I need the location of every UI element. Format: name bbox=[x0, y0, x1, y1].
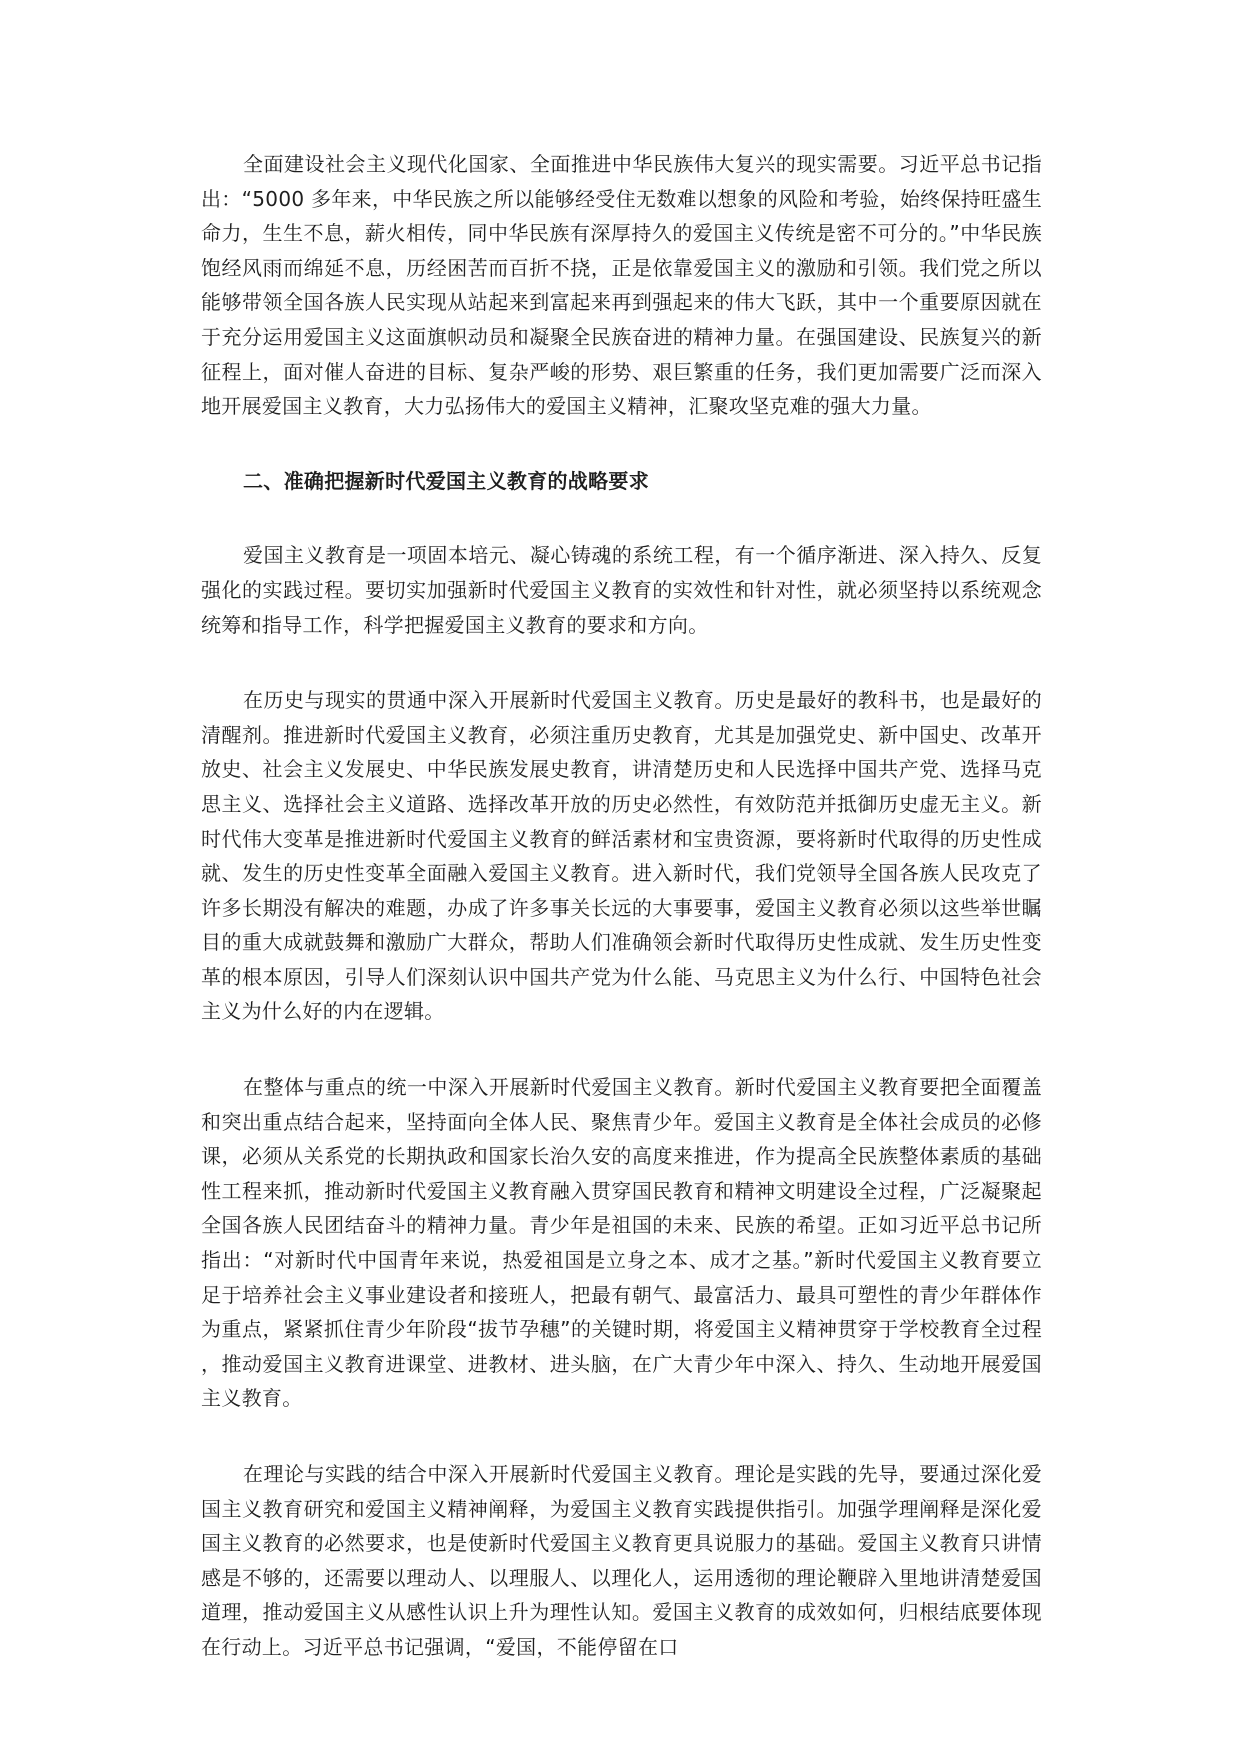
section-paragraph-4: 在理论与实践的结合中深入开展新时代爱国主义教育。理论是实践的先导，要通过深化爱国主义教育研究和爱国主义精神阐释，为爱国主义教育实践提供指引。加强学理阐释是深化爱国主义教育的必然要求，也是使新时代爱国主义教育更具说服力的基础。爱国主义教育只讲情感是不够的，还需要以理动人、以理服人、以理化人，运用透彻的理论鞭辟入里地讲清楚爱国道理，推动爱国主义从感性认识上升为理性认知。爱国主义教育的成效如何，归根结底要体现在行动上。习近平总书记强调，“爱国，不能停留在口 bbox=[201, 1462, 1042, 1659]
intro-paragraph: 全面建设社会主义现代化国家、全面推进中华民族伟大复兴的现实需要。习近平总书记指出：“5000 多年来，中华民族之所以能够经受住无数难以想象的风险和考验，始终保持旺盛生命力，生生不息，薪火相传，同中华民族有深厚持久的爱国主义传统是密不可分的。”中华民族饱经风雨而绵延不息，历经困苦而百折不挠，正是依靠爱国主义的激励和引领。我们党之所以能够带领全国各族人民实现从站起来到富起来再到强起来的伟大飞跃，其中一个重要原因就在于充分运用爱国主义这面旗帜动员和凝聚全民族奋进的精神力量。在强国建设、民族复兴的新征程上，面对催人奋进的目标、复杂严峻的形势、艰巨繁重的任务，我们更加需要广泛而深入地开展爱国主义教育，大力弘扬伟大的爱国主义精神，汇聚攻坚克难的强大力量。 bbox=[201, 152, 1042, 419]
section-paragraph-2: 在历史与现实的贯通中深入开展新时代爱国主义教育。历史是最好的教科书，也是最好的清醒剂。推进新时代爱国主义教育，必须注重历史教育，尤其是加强党史、新中国史、改革开放史、社会主义发展史、中华民族发展史教育，讲清楚历史和人民选择中国共产党、选择马克思主义、选择社会主义道路、选择改革开放的历史必然性，有效防范并抵御历史虚无主义。新时代伟大变革是推进新时代爱国主义教育的鲜活素材和宝贵资源，要将新时代取得的历史性成就、发生的历史性变革全面融入爱国主义教育。进入新时代，我们党领导全国各族人民攻克了许多长期没有解决的难题，办成了许多事关长远的大事要事，爱国主义教育必须以这些举世瞩目的重大成就鼓舞和激励广大群众，帮助人们准确领会新时代取得历史性成就、发生历史性变革的根本原因，引导人们深刻认识中国共产党为什么能、马克思主义为什么行、中国特色社会主义为什么好的内在逻辑。 bbox=[201, 688, 1042, 1024]
section-paragraph-3: 在整体与重点的统一中深入开展新时代爱国主义教育。新时代爱国主义教育要把全面覆盖和突出重点结合起来，坚持面向全体人民、聚焦青少年。爱国主义教育是全体社会成员的必修课，必须从关系党的长期执政和国家长治久安的高度来推进，作为提高全民族整体素质的基础性工程来抓，推动新时代爱国主义教育融入贯穿国民教育和精神文明建设全过程，广泛凝聚起全国各族人民团结奋斗的精神力量。青少年是祖国的未来、民族的希望。正如习近平总书记所指出：“对新时代中国青年来说，热爱祖国是立身之本、成才之基。”新时代爱国主义教育要立足于培养社会主义事业建设者和接班人，把最有朝气、最富活力、最具可塑性的青少年群体作为重点，紧紧抓住青少年阶段“拔节孕穗”的关键时期，将爱国主义精神贯穿于学校教育全过程，推动爱国主义教育进课堂、进教材、进头脑，在广大青少年中深入、持久、生动地开展爱国主义教育。 bbox=[201, 1075, 1042, 1411]
section-heading: 二、准确把握新时代爱国主义教育的战略要求 bbox=[243, 468, 649, 493]
section-paragraph-1: 爱国主义教育是一项固本培元、凝心铸魂的系统工程，有一个循序渐进、深入持久、反复强化的实践过程。要切实加强新时代爱国主义教育的实效性和针对性，就必须坚持以系统观念统筹和指导工作，科学把握爱国主义教育的要求和方向。 bbox=[201, 543, 1042, 637]
document-body bbox=[201, 147, 1042, 1665]
